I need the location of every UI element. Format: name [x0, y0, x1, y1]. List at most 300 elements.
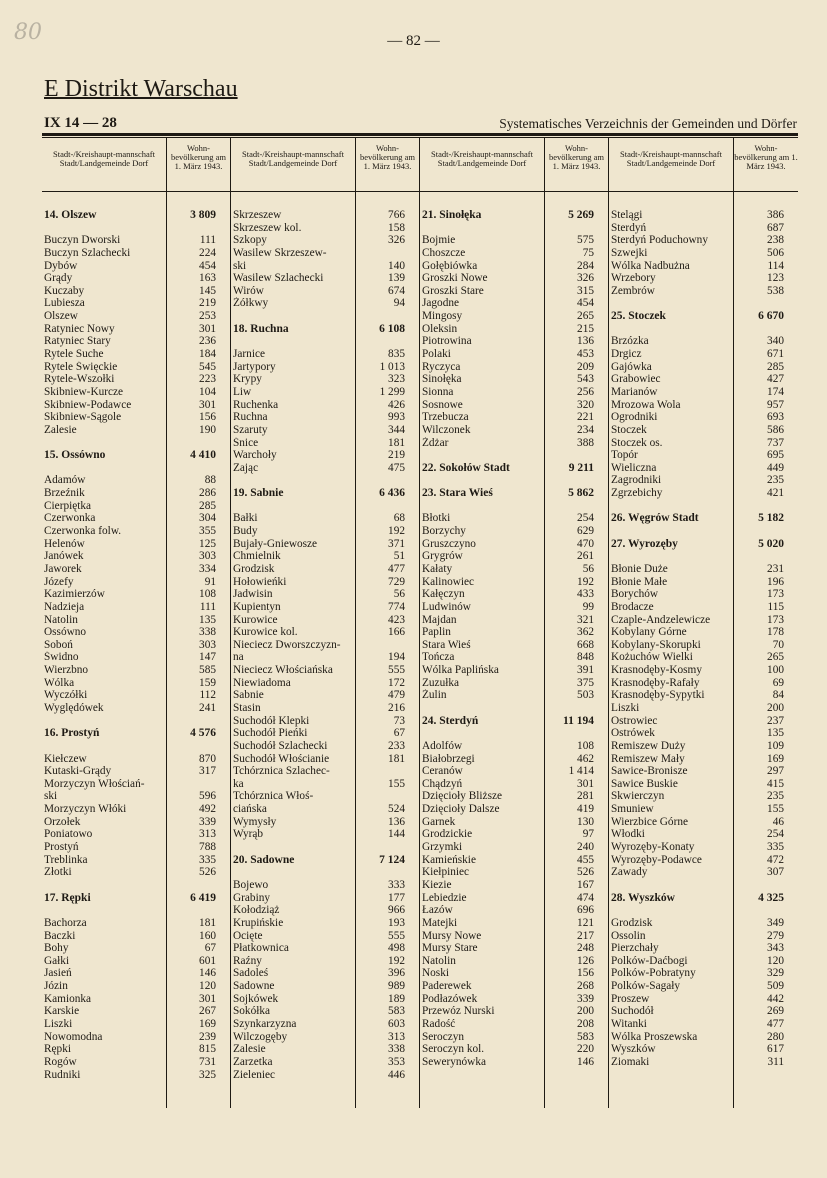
table-row	[42, 930, 230, 943]
place-name: Ogrodniki	[611, 411, 658, 424]
table-row	[420, 335, 608, 348]
population-value: 543	[577, 373, 594, 386]
population-value: 479	[388, 689, 405, 702]
place-name: Sewerynówka	[422, 1055, 486, 1068]
table-row	[231, 209, 419, 222]
district-heading	[609, 538, 798, 551]
section-range: IX 14 — 28	[44, 115, 117, 131]
table-row	[420, 664, 608, 677]
population-value: 617	[767, 1043, 784, 1056]
population-value: 695	[767, 449, 784, 462]
population-value	[357, 247, 419, 260]
place-name: Czaple-Andzelewicze	[611, 613, 711, 626]
table-row	[42, 576, 230, 589]
place-name: Jartypory	[233, 360, 276, 373]
table-row	[231, 437, 419, 450]
population-value: 421	[767, 487, 784, 500]
table-row	[42, 538, 230, 551]
population-value: 524	[388, 803, 405, 816]
place-name: Płatkownica	[233, 942, 289, 955]
population-value: 629	[577, 525, 594, 538]
table-row	[609, 348, 798, 361]
population-value: 265	[767, 651, 784, 664]
population-value: 285	[199, 499, 216, 512]
place-name: Helenów	[44, 537, 85, 550]
spacer	[609, 550, 798, 563]
place-name: Trzebucza	[422, 411, 469, 424]
table-row	[42, 525, 230, 538]
place-name: Ratyniec Nowy	[44, 322, 115, 335]
district-heading	[42, 892, 230, 905]
population-value: 303	[199, 550, 216, 563]
place-name: Złotki	[44, 866, 72, 879]
place-name: Garnek	[422, 815, 456, 828]
table-row	[420, 386, 608, 399]
table-row	[420, 1018, 608, 1031]
table-row	[609, 803, 798, 816]
place-name: Żulin	[422, 689, 447, 702]
place-name: Kuczaby	[44, 284, 85, 297]
place-name: Suchodół Pieńki	[233, 727, 308, 740]
table-row	[609, 740, 798, 753]
place-name: Groszki Stare	[422, 284, 484, 297]
district-population: 5 182	[758, 512, 784, 525]
population-value: 208	[577, 1018, 594, 1030]
spacer	[609, 904, 798, 917]
place-name: Grzymki	[422, 841, 463, 854]
table-row	[420, 753, 608, 766]
population-value: 989	[388, 980, 405, 993]
place-name: Ostrówek	[611, 727, 655, 740]
population-value: 674	[388, 284, 405, 297]
place-name: Polaki	[422, 348, 451, 361]
population-value: 848	[577, 651, 594, 664]
district-population: 4 325	[758, 891, 784, 904]
district-population: 3 809	[190, 209, 216, 221]
place-name: Wyczółki	[44, 689, 88, 702]
table-row	[609, 765, 798, 778]
population-value: 146	[199, 967, 216, 980]
table-row	[609, 576, 798, 589]
population-value: 121	[577, 916, 594, 929]
population-value: 419	[577, 803, 594, 816]
population-value: 220	[577, 1043, 594, 1056]
place-name: Polków-Pobratyny	[611, 967, 696, 980]
population-value: 301	[199, 322, 216, 335]
population-value: 696	[577, 904, 594, 917]
population-value: 286	[199, 487, 216, 500]
place-name: Błotki	[422, 512, 451, 525]
place-name: Kożuchów Wielki	[611, 651, 693, 664]
population-value: 104	[199, 385, 216, 398]
population-value: 194	[388, 651, 405, 664]
table-row	[42, 917, 230, 930]
place-name: Drgicz	[611, 348, 642, 361]
population-value: 254	[577, 512, 594, 525]
place-name: Grodzisk	[611, 916, 653, 929]
population-value: 196	[767, 575, 784, 588]
place-name: Natolin	[44, 613, 78, 626]
population-value	[357, 790, 419, 803]
place-name: Bojewo	[233, 878, 269, 891]
population-value: 583	[388, 1005, 405, 1018]
table-row	[231, 462, 419, 475]
table-row	[231, 790, 419, 803]
place-name: Grygrów	[422, 550, 463, 563]
header-population: Wohn-bevölkerung am 1. März 1943.	[544, 138, 608, 191]
population-value: 167	[577, 878, 594, 891]
district-name: 21. Sinołęka	[422, 209, 482, 221]
population-value: 231	[767, 562, 784, 575]
table-row	[231, 1031, 419, 1044]
place-name: Wrzebory	[611, 272, 656, 285]
place-name: Brodacze	[611, 600, 654, 613]
population-value: 265	[577, 310, 594, 323]
table-row	[420, 967, 608, 980]
district-heading	[420, 462, 608, 475]
population-value: 355	[199, 525, 216, 538]
population-value: 957	[767, 398, 784, 411]
population-value: 280	[767, 1030, 784, 1043]
table-row	[231, 373, 419, 386]
place-name: Szynkarzyzna	[233, 1018, 297, 1030]
place-name: Mingosy	[422, 310, 463, 323]
spacer	[420, 500, 608, 513]
district-population: 5 862	[568, 487, 594, 500]
district-name: 19. Sabnie	[233, 487, 284, 500]
table-row	[42, 1069, 230, 1082]
header-name: Stadt-/Kreishaupt-mannschaft Stadt/Landgemeinde Dorf	[620, 149, 722, 168]
table-row	[609, 917, 798, 930]
place-name: Podłazówek	[422, 992, 478, 1005]
place-name: Zagrodniki	[611, 474, 662, 487]
header-population: Wohn-bevölkerung am 1. März 1943.	[355, 138, 419, 191]
population-value: 126	[577, 954, 594, 967]
place-name: Kiezie	[422, 878, 452, 891]
place-name: Nieciecz Włościańska	[233, 664, 333, 677]
population-value: 339	[577, 992, 594, 1005]
table-row	[609, 437, 798, 450]
header-name: Stadt-/Kreishaupt-mannschaft Stadt/Landgemeinde Dorf	[431, 149, 533, 168]
place-name: Ludwinów	[422, 600, 471, 613]
table-row	[231, 651, 419, 664]
table-row	[420, 272, 608, 285]
place-name: Rępki	[44, 1043, 71, 1056]
place-name: Tchórznica Szlachec-	[233, 765, 330, 778]
population-value: 156	[199, 411, 216, 424]
district-heading	[42, 727, 230, 740]
place-name: Tończa	[422, 651, 455, 664]
district-heading	[231, 487, 419, 500]
table-row	[231, 512, 419, 525]
population-value: 671	[767, 348, 784, 361]
population-value: 498	[388, 942, 405, 955]
place-name: Skwierczyn	[611, 790, 665, 803]
place-name: Jadwisin	[233, 588, 273, 601]
table-row	[231, 727, 419, 740]
place-name: Stelągi	[611, 209, 643, 221]
table-row	[609, 601, 798, 614]
place-name: Świdno	[44, 651, 79, 664]
table-row	[42, 942, 230, 955]
place-name: Proszew	[611, 992, 650, 1005]
population-value: 114	[767, 259, 784, 272]
table-row	[609, 854, 798, 867]
population-value: 163	[199, 272, 216, 285]
place-name: Wierzbno	[44, 664, 89, 677]
table-row	[420, 576, 608, 589]
place-name: Choszcze	[422, 246, 466, 259]
table-row	[609, 614, 798, 627]
population-value: 234	[577, 423, 594, 436]
table-row	[42, 247, 230, 260]
table-row	[609, 373, 798, 386]
place-name: Olszew	[44, 310, 78, 323]
table-row	[42, 411, 230, 424]
population-value: 97	[582, 828, 594, 841]
spacer	[609, 500, 798, 513]
spacer	[231, 310, 419, 323]
population-value: 455	[577, 853, 594, 866]
place-name: Wilczonek	[422, 423, 471, 436]
table-row	[420, 1031, 608, 1044]
population-value: 344	[388, 423, 405, 436]
population-value: 545	[199, 360, 216, 373]
column-header	[420, 138, 608, 191]
table-row	[420, 626, 608, 639]
population-value: 462	[577, 752, 594, 765]
population-value: 215	[577, 322, 594, 335]
district-heading	[42, 209, 230, 222]
population-value: 315	[577, 284, 594, 297]
place-name: Zembrów	[611, 284, 655, 297]
table-row	[420, 399, 608, 412]
population-value: 396	[388, 967, 405, 980]
population-value: 343	[767, 942, 784, 955]
place-name: Kurowice kol.	[233, 626, 298, 639]
population-value: 835	[388, 348, 405, 361]
place-name: Radość	[422, 1018, 456, 1030]
population-value: 454	[199, 259, 216, 272]
table-row	[231, 525, 419, 538]
table-row	[42, 335, 230, 348]
table-row	[609, 1005, 798, 1018]
header-name: Stadt-/Kreishaupt-mannschaft Stadt/Landgemeinde Dorf	[242, 149, 344, 168]
population-value: 325	[199, 1068, 216, 1081]
place-name: Hołowieńki	[233, 575, 287, 588]
population-value: 147	[199, 651, 216, 664]
table-row	[42, 765, 230, 778]
population-value: 233	[388, 739, 405, 752]
table-row	[609, 411, 798, 424]
place-name: Jarnice	[233, 348, 265, 361]
district-name: 17. Rępki	[44, 891, 91, 904]
place-name: Kazimierzów	[44, 588, 105, 601]
table-row	[420, 816, 608, 829]
column-header	[231, 138, 419, 191]
table-row	[42, 1005, 230, 1018]
place-name: Skibniew-Podawce	[44, 398, 132, 411]
table-row	[420, 563, 608, 576]
table-row	[42, 778, 230, 791]
table-row	[42, 993, 230, 1006]
population-value: 301	[199, 992, 216, 1005]
table-row	[420, 790, 608, 803]
table-row	[420, 803, 608, 816]
population-value: 774	[388, 600, 405, 613]
population-value: 335	[199, 853, 216, 866]
table-row	[42, 828, 230, 841]
population-value: 256	[577, 385, 594, 398]
table-row	[231, 614, 419, 627]
place-name: Remiszew Duży	[611, 739, 686, 752]
place-name: Kiełpiniec	[422, 866, 470, 879]
population-value: 130	[577, 815, 594, 828]
table-row	[42, 967, 230, 980]
table-row	[420, 348, 608, 361]
table-row	[42, 639, 230, 652]
place-name: Kiełczew	[44, 752, 87, 765]
population-value: 268	[577, 980, 594, 993]
table-row	[231, 930, 419, 943]
table-row	[42, 563, 230, 576]
population-value: 235	[767, 474, 784, 487]
place-name: Grodzickie	[422, 828, 473, 841]
place-name: Wymysły	[233, 815, 277, 828]
place-name: Ryczyca	[422, 360, 461, 373]
table-row	[42, 474, 230, 487]
place-name: Sabnie	[233, 689, 264, 702]
table-row	[42, 1031, 230, 1044]
table-row	[609, 247, 798, 260]
table-row	[231, 892, 419, 905]
place-name: Wyględówek	[44, 701, 104, 714]
place-name: Baczki	[44, 929, 76, 942]
population-value: 169	[767, 752, 784, 765]
place-name: Wólka Paplińska	[422, 664, 499, 677]
place-name: Ossówno	[44, 626, 87, 639]
place-name: Ceranów	[422, 765, 463, 778]
place-name: Morzyczyn Włościań-	[44, 777, 145, 790]
population-value: 301	[577, 777, 594, 790]
population-value: 335	[767, 841, 784, 854]
population-value: 1 414	[568, 765, 594, 778]
place-name: Natolin	[422, 954, 456, 967]
place-name: Prostyń	[44, 841, 79, 854]
spacer	[609, 525, 798, 538]
population-value	[357, 639, 419, 652]
population-value: 221	[577, 411, 594, 424]
place-name: Śnice	[233, 436, 259, 449]
population-value: 349	[767, 916, 784, 929]
table-row	[420, 424, 608, 437]
population-value: 192	[388, 525, 405, 538]
place-name: Skrzeszew	[233, 209, 282, 221]
table-row	[231, 980, 419, 993]
population-value	[168, 778, 230, 791]
population-value: 687	[767, 221, 784, 234]
table-row	[231, 765, 419, 778]
table-row	[420, 247, 608, 260]
place-name: Grabiny	[233, 891, 271, 904]
place-name: Żdżar	[422, 436, 449, 449]
population-value: 56	[582, 562, 594, 575]
population-value: 84	[772, 689, 784, 702]
table-row	[42, 689, 230, 702]
table-row	[609, 222, 798, 235]
place-name: Ratyniec Stary	[44, 335, 111, 348]
population-value: 75	[582, 246, 594, 259]
place-name: Paplin	[422, 626, 451, 639]
population-value: 388	[577, 436, 594, 449]
table-row	[42, 550, 230, 563]
table-row	[420, 904, 608, 917]
column-divider	[166, 191, 167, 1108]
population-value: 237	[767, 714, 784, 727]
population-value: 136	[388, 815, 405, 828]
table-row	[609, 1031, 798, 1044]
place-name: Grabowiec	[611, 373, 661, 386]
place-name: Chmielnik	[233, 550, 281, 563]
table-row	[420, 310, 608, 323]
table-row	[42, 854, 230, 867]
place-name: Rytele Suche	[44, 348, 104, 361]
place-name: Czerwonka folw.	[44, 525, 122, 538]
table-row	[42, 361, 230, 374]
population-value: 136	[577, 335, 594, 348]
population-value: 248	[577, 942, 594, 955]
table-row	[420, 285, 608, 298]
population-value: 192	[577, 575, 594, 588]
district-population: 5 020	[758, 537, 784, 550]
population-value: 340	[767, 335, 784, 348]
table-row	[609, 866, 798, 879]
table-row	[42, 753, 230, 766]
population-value: 144	[388, 828, 405, 841]
place-name: Kobylany Górne	[611, 626, 687, 639]
table-row	[231, 917, 419, 930]
district-population: 7 124	[379, 853, 405, 866]
table-row	[42, 323, 230, 336]
district-name: 22. Sokołów Stadt	[422, 461, 510, 474]
district-name: 20. Sadowne	[233, 853, 295, 866]
population-value: 269	[767, 1005, 784, 1018]
population-value: 111	[199, 234, 216, 247]
table-row	[609, 841, 798, 854]
district-heading	[231, 323, 419, 336]
place-name: Jaworek	[44, 562, 82, 575]
place-name: Wilczogęby	[233, 1030, 288, 1043]
place-name: Nowomodna	[44, 1030, 103, 1043]
table-row	[420, 373, 608, 386]
spacer	[42, 222, 230, 235]
place-name: Groszki Nowe	[422, 272, 488, 285]
population-value: 303	[199, 638, 216, 651]
district-name: 26. Węgrów Stadt	[611, 512, 699, 525]
header-population: Wohn-bevölkerung am 1. März 1943.	[166, 138, 230, 191]
population-value: 297	[767, 765, 784, 778]
place-name: Sokółka	[233, 1005, 271, 1018]
table-row	[420, 639, 608, 652]
table-row	[42, 348, 230, 361]
place-name: Nadzieja	[44, 600, 85, 613]
population-value: 146	[577, 1055, 594, 1068]
table-row	[420, 689, 608, 702]
population-value: 216	[388, 701, 405, 714]
population-value: 338	[388, 1043, 405, 1056]
place-name: Kałaty	[422, 562, 453, 575]
table-column	[420, 138, 609, 1108]
